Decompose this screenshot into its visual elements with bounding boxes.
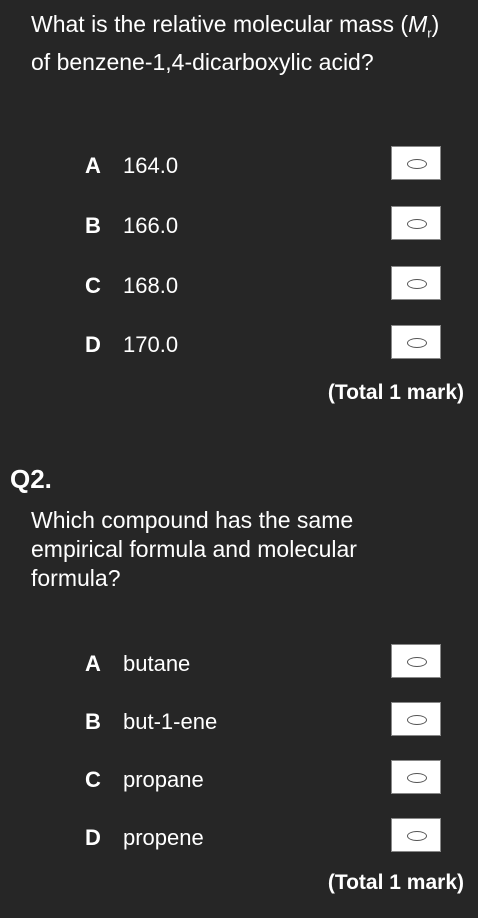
q1-answer-box-c[interactable] xyxy=(391,266,441,300)
q1-total-marks: (Total 1 mark) xyxy=(327,381,464,404)
radio-bubble-icon xyxy=(407,773,427,783)
option-text: propane xyxy=(123,767,204,792)
q2-answer-box-a[interactable] xyxy=(391,644,441,678)
option-letter: B xyxy=(85,709,101,734)
radio-bubble-icon xyxy=(407,219,427,229)
q1-stem: What is the relative molecular mass $(M_r)$ of benzene-1,4-dicarboxylic acid? xyxy=(31,11,440,75)
option-text: 166.0 xyxy=(123,213,179,238)
option-text: butane xyxy=(123,651,191,676)
q1-option-d xyxy=(0,325,478,365)
option-text: 168.0 xyxy=(123,273,179,298)
mr-subscript: r xyxy=(427,25,432,41)
option-letter: A xyxy=(85,153,101,178)
q1-answer-box-b[interactable] xyxy=(391,206,441,240)
q2-answer-box-b[interactable] xyxy=(391,702,441,736)
option-letter: B xyxy=(85,213,101,238)
q1-answer-box-a[interactable] xyxy=(391,146,441,180)
option-letter: D xyxy=(85,825,101,850)
q2-number: Q2. xyxy=(10,464,52,494)
mr-symbol: M xyxy=(408,11,428,37)
q1-answer-box-d[interactable] xyxy=(391,325,441,359)
option-letter: C xyxy=(85,273,101,298)
q2-option-b xyxy=(0,702,478,742)
option-text: but-1-ene xyxy=(123,709,218,734)
q2-answer-box-c[interactable] xyxy=(391,760,441,794)
radio-bubble-icon xyxy=(407,831,427,841)
q2-answer-box-d[interactable] xyxy=(391,818,441,852)
option-letter: A xyxy=(85,651,101,676)
option-letter: D xyxy=(85,332,101,357)
radio-bubble-icon xyxy=(407,159,427,169)
radio-bubble-icon xyxy=(407,279,427,289)
option-text: 164.0 xyxy=(123,153,179,178)
radio-bubble-icon xyxy=(407,338,427,348)
q1-option-a xyxy=(0,146,478,186)
radio-bubble-icon xyxy=(407,715,427,725)
q2-option-d xyxy=(0,818,478,858)
q2-option-c xyxy=(0,760,478,800)
option-text: 170.0 xyxy=(123,332,179,357)
option-text: propene xyxy=(123,825,204,850)
q1-option-c xyxy=(0,266,478,306)
q2-total-marks: (Total 1 mark) xyxy=(327,871,464,894)
q1-option-b xyxy=(0,206,478,246)
q2-stem: Which compound has the same empirical formula and molecular formula? xyxy=(31,507,357,591)
option-letter: C xyxy=(85,767,101,792)
radio-bubble-icon xyxy=(407,657,427,667)
q2-option-a xyxy=(0,644,478,684)
